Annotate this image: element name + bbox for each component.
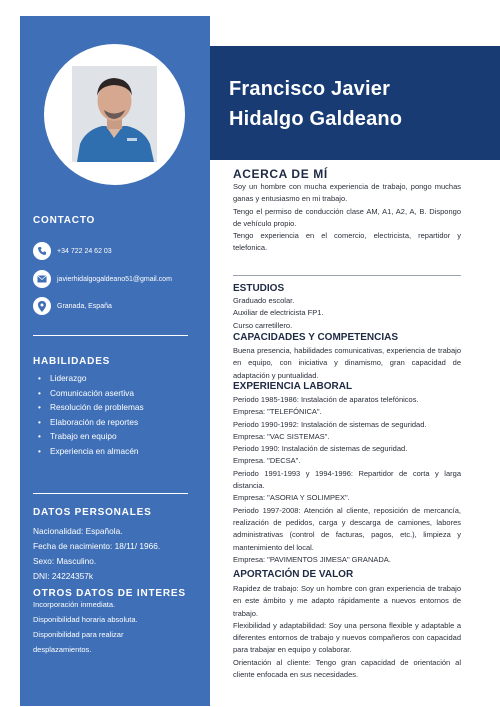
sidebar-divider — [33, 335, 188, 336]
contact-location-row — [33, 296, 112, 316]
skills-list — [38, 371, 144, 459]
study-item: Graduado escolar. — [233, 296, 295, 305]
experience-text — [233, 394, 461, 566]
other-data-line: Disponibilidad horaria absoluta. — [33, 615, 138, 624]
name-first-line: Francisco Javier — [229, 78, 391, 100]
experience-line: Periodo 1997-2008: Atención al cliente, reposición de mercancía, realización de pedidos, carga y descarga de camiones, labores administrativas (control de facturas, pagos, etc.), limpieza y mantenimiento del local. — [233, 505, 461, 552]
sex-text: Sexo: Masculino. — [33, 556, 97, 566]
skill-item: • Experiencia en almacén — [38, 444, 144, 459]
studies-text — [233, 295, 461, 332]
phone-number: +34 722 24 62 03 — [57, 247, 112, 255]
skills-heading: HABILIDADES — [33, 356, 111, 367]
email-icon — [33, 270, 51, 288]
experience-heading: EXPERIENCIA LABORAL — [233, 381, 353, 392]
skill-item: • Trabajo en equipo — [38, 429, 144, 444]
capabilities-paragraph: Buena presencia, habilidades comunicativas, experiencia de trabajo en equipo, con iniciativa y dinamismo, gran capacidad de adaptación y puntualidad. — [233, 346, 461, 380]
capabilities-heading: CAPACIDADES Y COMPETENCIAS — [233, 332, 399, 343]
location-pin-icon — [33, 297, 51, 315]
experience-line: Empresa: "VAC SISTEMAS". — [233, 431, 330, 441]
other-data-line: desplazamientos. — [33, 645, 92, 654]
experience-line: Periodo 1990-1992: Instalación de sistemas de seguridad. — [233, 419, 427, 429]
value-text — [233, 583, 461, 681]
skill-item: • Resolución de problemas — [38, 400, 144, 415]
section-divider — [233, 275, 461, 276]
sidebar-divider — [33, 493, 188, 494]
experience-line: Empresa. "DECSA". — [233, 456, 301, 466]
experience-line: Periodo 1990: Instalación de sistemas de seguridad. — [233, 444, 408, 454]
value-paragraph: Rapidez de trabajo: Soy un hombre con gran experiencia de trabajo en este ámbito y me adapto rápidamente a nuevos entornos de trabajo. — [233, 584, 461, 618]
other-data-line: Disponibilidad para realizar — [33, 630, 124, 639]
capabilities-text — [233, 345, 461, 382]
experience-line: Periodo 1991-1993 y 1994-1996: Repartidor de corta y larga distancia. — [233, 468, 461, 491]
skill-item: • Liderazgo — [38, 371, 144, 386]
studies-heading: ESTUDIOS — [233, 283, 285, 294]
birth-date-text: Fecha de nacimiento: 18/11/ 1966. — [33, 541, 161, 551]
phone-icon — [33, 242, 51, 260]
value-paragraph: Flexibilidad y adaptabilidad: Soy una persona flexible y adaptable a diferentes entornos de trabajo y nuevos compañeros con capacidad para trabajar en equipo y colaborar. — [233, 620, 461, 655]
about-paragraph: Tengo experiencia en el comercio, electricista, repartidor y telefonica. — [233, 231, 461, 253]
header-band — [210, 46, 500, 160]
about-paragraph: Tengo el permiso de conducción clase AM, A1, A2, A, B. Dispongo de vehículo propio. — [233, 206, 461, 228]
skill-item: • Comunicación asertiva — [38, 386, 144, 401]
study-item: Curso carretillero. — [233, 320, 293, 330]
about-text — [233, 181, 461, 255]
value-heading: APORTACIÓN DE VALOR — [233, 569, 354, 580]
nationality-text: Nacionalidad: Española. — [33, 526, 123, 536]
personal-heading: DATOS PERSONALES — [33, 507, 152, 518]
location-text: Granada, España — [57, 302, 112, 310]
experience-line: Empresa: "PAVIMENTOS JIMESA" GRANADA. — [233, 554, 391, 564]
other-data-heading: OTROS DATOS DE INTERES — [33, 588, 186, 599]
contact-email-row — [33, 269, 172, 289]
study-item: Auxiliar de electricista FP1. — [233, 308, 324, 318]
experience-line: Empresa: "TELEFÓNICA". — [233, 407, 322, 417]
experience-line: Periodo 1985-1986: Instalación de aparatos telefónicos. — [233, 395, 419, 404]
other-data-line: Incorporación inmediata. — [33, 600, 116, 609]
experience-line: Empresa: "ASORIA Y SOLIMPEX". — [233, 493, 350, 503]
value-paragraph: Orientación al cliente: Tengo gran capacidad de orientación al cliente enfocada en sus necesidades. — [233, 657, 461, 680]
about-paragraph: Soy un hombre con mucha experiencia de trabajo, pongo muchas ganas y entusiasmo en mi trabajo. — [233, 182, 461, 204]
dni-text: DNI: 24224357k — [33, 571, 93, 581]
about-heading: ACERCA DE MÍ — [233, 167, 328, 181]
skill-item: • Elaboración de reportes — [38, 415, 144, 430]
email-address: javierhidalgogaldeano51@gmail.com — [57, 275, 172, 283]
contact-phone-row — [33, 241, 112, 261]
contact-heading: CONTACTO — [33, 215, 96, 226]
profile-photo — [72, 66, 157, 162]
name-second-line: Hidalgo Galdeano — [229, 108, 403, 130]
